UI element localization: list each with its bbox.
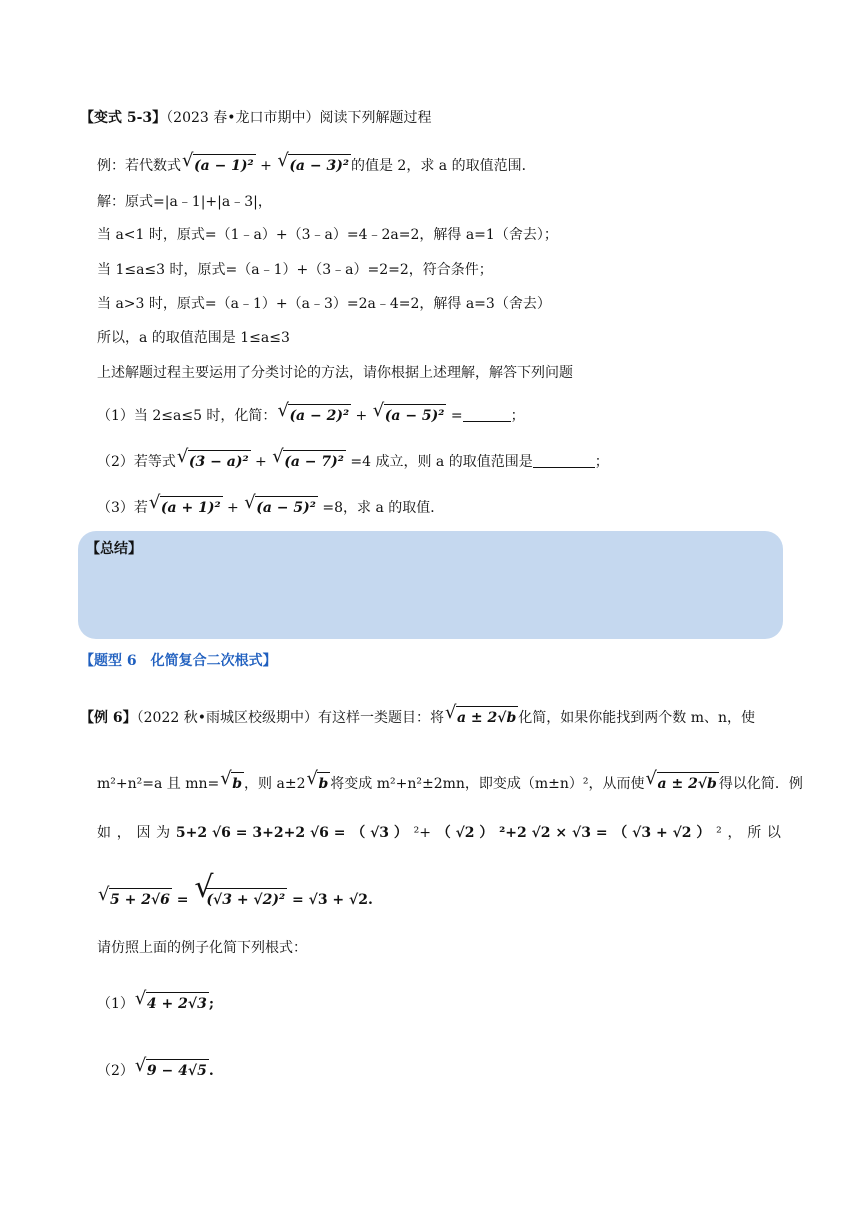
example6-label: 【例 6】 (80, 710, 137, 726)
cond-text-2: ，则 a±2 (244, 776, 306, 792)
solution-line: 解：原式=|a﹣1|+|a﹣3|， (97, 194, 272, 210)
q3-text: （3）若 (97, 500, 148, 516)
example6-intro-post: 化简，如果你能找到两个数 m、n，使 (518, 710, 755, 726)
radical: √ (a − 7)² (272, 450, 346, 472)
plus-sign: + (255, 158, 277, 174)
case-3: 当 a>3 时，原式=（a﹣1）+（a﹣3）=2a﹣4=2，解得 a=3（舍去） (97, 296, 551, 312)
radical: √ a ± 2√b (445, 706, 518, 728)
example-line (97, 154, 536, 176)
q2-text: （2）若等式 (97, 454, 176, 470)
token: ， (727, 825, 742, 841)
cond-text-3: 将变成 m²+n²±2mn，即变成（m±n）²，从而使 (330, 776, 645, 792)
token: （ √2 ） (436, 825, 494, 841)
q1-text: （1）当 2≤a≤5 时，化简： (97, 408, 277, 424)
q3-post: =8，求 a 的取值． (322, 500, 445, 516)
radical: √ (a − 3)² (277, 154, 351, 176)
prompt: 请仿照上面的例子化简下列根式： (97, 940, 307, 956)
equals-sign: = (450, 408, 463, 424)
instruction: 上述解题过程主要运用了分类讨论的方法，请你根据上述理解，解答下列问题 (97, 365, 573, 381)
punct: ； (510, 408, 525, 424)
variant-header (80, 108, 432, 128)
problem-1-label: （1） (97, 996, 134, 1012)
case-2: 当 1≤a≤3 时，原式=（a﹣1）+（3﹣a）=2=2，符合条件； (97, 262, 493, 278)
problem-2-label: （2） (97, 1063, 134, 1079)
example-post: 的值是 2，求 a 的取值范围． (350, 158, 536, 174)
case-1: 当 a<1 时，原式=（1﹣a）+（3﹣a）=4﹣2a=2，解得 a=1（舍去）； (97, 227, 558, 243)
token: 因 (136, 825, 151, 841)
example6-justified-line (97, 823, 781, 843)
token: （ √3 ） (351, 825, 408, 841)
radical: √ (a − 5)² (244, 496, 318, 518)
q2-post: =4 成立，则 a 的取值范围是 (350, 454, 533, 470)
final-rhs: = √3 + √2. (292, 892, 373, 908)
summary-box (78, 531, 783, 639)
problem-1 (97, 992, 214, 1014)
radical: √ 9 − 4√5 (135, 1059, 209, 1081)
token: ， (116, 825, 131, 841)
radical: √ b (306, 772, 330, 794)
section-heading: 【题型 6 化简复合二次根式】 (80, 653, 277, 669)
question-3: （3）若√ (a + 1)² + √ (a − 5)² =8，求 a 的取值． (97, 496, 444, 518)
token: 为 (156, 825, 171, 841)
token: ²+2 √2 × √3 = (499, 825, 608, 841)
answer-blank (463, 407, 511, 422)
radical: √ (√3 + √2)² (194, 888, 287, 910)
answer-blank (533, 453, 595, 468)
radical: √ a ± 2√b (646, 772, 719, 794)
punct: ; (208, 996, 214, 1012)
punct: . (208, 1063, 214, 1079)
final-identity: √ 5 + 2√6 = √ (√3 + √2)² = √3 + √2. (97, 888, 373, 910)
radical: √ (a − 2)² (277, 404, 351, 426)
token: 以 (766, 825, 781, 841)
example6-intro-pre: （2022 秋•雨城区校级期中）有这样一类题目：将 (136, 710, 444, 726)
token: 所 (747, 825, 762, 841)
token: ² (716, 825, 722, 841)
token: 如 (97, 825, 111, 841)
cond-text-4: 得以化简．例 (718, 776, 803, 792)
radical: √ 4 + 2√3 (135, 992, 209, 1014)
conclusion: 所以，a 的取值范围是 1≤a≤3 (97, 330, 290, 346)
radical: √ (3 − a)² (177, 450, 251, 472)
summary-title: 【总结】 (86, 541, 142, 557)
token: 5+2 √6 = 3+2+2 √6 = (175, 825, 346, 841)
token: （ √3 + √2 ） (613, 825, 711, 841)
token: ²+ (413, 825, 431, 841)
cond-text-1: m²+n²=a 且 mn= (97, 776, 220, 792)
radical: √ b (220, 772, 244, 794)
question-1: （1）当 2≤a≤5 时，化简：√ (a − 2)² + √ (a − 5)² = ； (97, 404, 525, 426)
radical: √ (a − 5)² (373, 404, 447, 426)
radical: √ (a − 1)² (182, 154, 256, 176)
punct: ； (594, 454, 609, 470)
variant-label: 【变式 5-3】 (80, 110, 167, 126)
problem-2 (97, 1059, 214, 1081)
variant-source: （2023 春•龙口市期中）阅读下列解题过程 (166, 110, 432, 126)
radical: √ (a + 1)² (149, 496, 223, 518)
radical: √ 5 + 2√6 (98, 888, 172, 910)
question-2: （2）若等式√ (3 − a)² + √ (a − 7)² =4 成立，则 a 的取值范围是 ； (97, 450, 609, 472)
example6-intro (80, 706, 755, 728)
example6-condition (97, 772, 803, 794)
example-pre: 例：若代数式 (97, 158, 181, 174)
